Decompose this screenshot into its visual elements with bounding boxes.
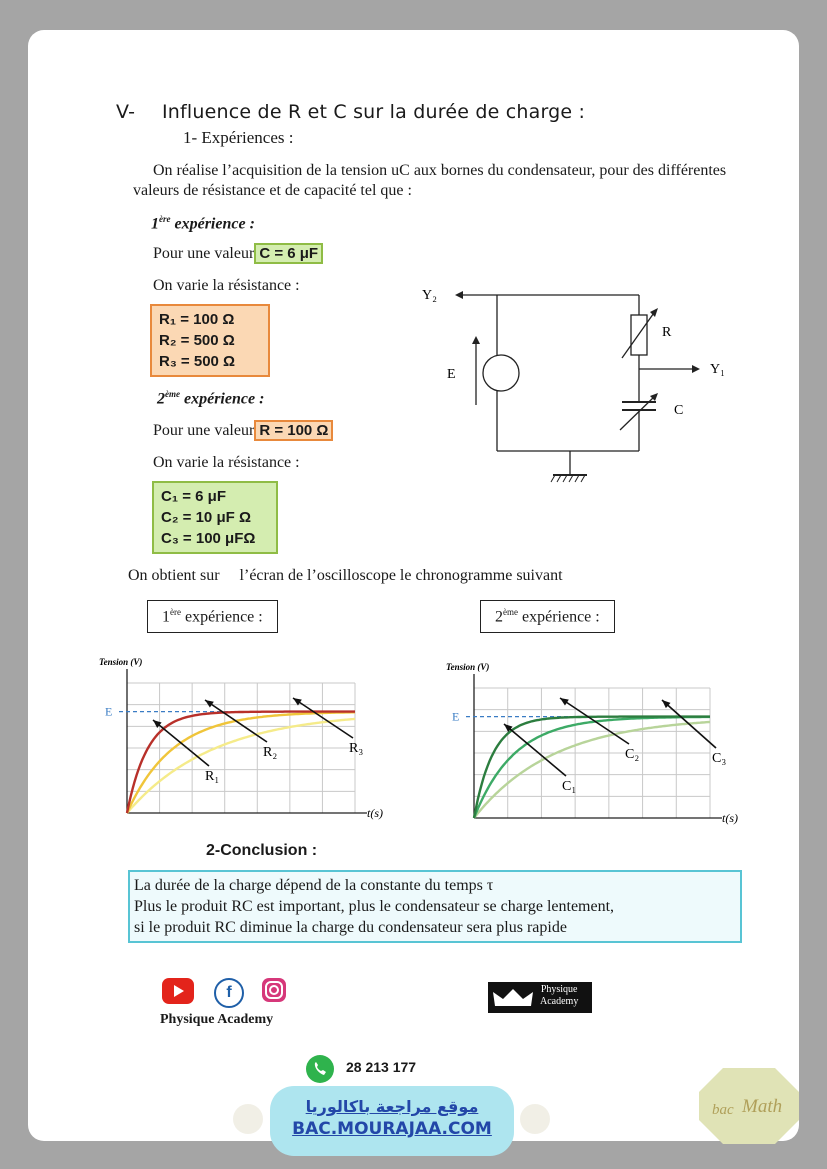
graph2-arrow-3	[662, 700, 716, 748]
conclusion-box	[128, 870, 742, 943]
e-label: E	[447, 367, 456, 382]
graph2-y-label: Tension (V)	[446, 662, 490, 672]
exp1-value: C = 6 μF	[254, 243, 323, 264]
bacmath-logo	[697, 1066, 801, 1146]
y2-arrowhead	[455, 291, 463, 299]
conclusion-line: La durée de la charge dépend de la constante du temps τ	[134, 877, 494, 894]
site-logo-right	[520, 1104, 550, 1134]
exp2-value: R = 100 Ω	[254, 420, 333, 441]
svg-text:bac: bac	[712, 1102, 734, 1118]
graph2-curve-3	[474, 722, 710, 818]
exp2-item: C₁ = 6 μF	[161, 488, 226, 505]
graph1-chart	[95, 638, 395, 828]
phone-number: 28 213 177	[346, 1059, 417, 1075]
graph2-x-label: t(s)	[722, 811, 738, 825]
graph1-curve-label-1: R₁	[205, 769, 220, 784]
exp2-item: C₃ = 100 μFΩ	[161, 530, 256, 547]
graph1-arrow-3	[293, 698, 353, 738]
section-title	[116, 101, 585, 123]
graph1-curve-label-2: R₂	[263, 745, 278, 760]
r-label: R	[662, 325, 672, 340]
graph1-x-label: t(s)	[367, 806, 383, 820]
conclusion-line: si le produit RC diminue la charge du condensateur sera plus rapide	[134, 919, 567, 936]
graph2-chart	[440, 640, 750, 830]
graph1-arrowhead-2	[205, 700, 214, 708]
exp1-value-line: Pour une valeur C = 6 μF	[153, 245, 323, 263]
resistor-arrowhead	[650, 308, 658, 317]
graph2-label-box: 2ème expérience :	[480, 600, 615, 633]
graph2-grid	[474, 688, 710, 818]
generator-symbol	[483, 355, 519, 391]
site-arabic-link[interactable]: موقع مراجعة باكالوريا	[305, 1097, 479, 1116]
exp2-values-box	[152, 481, 278, 554]
e-arrowhead	[472, 336, 480, 344]
exp2-value-line: Pour une valeur R = 100 Ω	[153, 422, 333, 440]
y1-label: Y₁	[710, 362, 725, 377]
whatsapp-icon[interactable]	[306, 1055, 334, 1083]
exp1-item: R₁ = 100 Ω	[159, 311, 235, 328]
site-banner[interactable]	[270, 1086, 514, 1156]
graph1-curve-3	[127, 719, 355, 813]
y1-arrowhead	[692, 365, 700, 373]
exp1-item: R₃ = 500 Ω	[159, 353, 236, 370]
capacitor-arrow	[620, 395, 656, 430]
graph1-y-label: Tension (V)	[99, 657, 143, 667]
exp1-values-box	[150, 304, 270, 377]
exp2-vary: On varie la résistance :	[153, 454, 300, 471]
crown-icon	[491, 986, 535, 1010]
graph1-curve-label-3: R₃	[349, 741, 364, 756]
brand-name: Physique Academy	[160, 1012, 274, 1027]
y2-label: Y₂	[422, 288, 437, 303]
oscillo-sentence: On obtient sur l’écran de l’oscilloscope le chronogramme suivant	[128, 567, 563, 584]
graph2-arrowhead-2	[560, 698, 569, 706]
section-title-text: Influence de R et C sur la durée de charge :	[162, 101, 586, 123]
graph1-label-box: 1ère expérience :	[147, 600, 278, 633]
exp2-item: C₂ = 10 μF Ω	[161, 509, 251, 526]
graph2-arrow-2	[560, 698, 629, 744]
graph1-grid	[127, 683, 355, 813]
exp2-heading: 2ème expérience :	[157, 389, 265, 408]
exp1-vary: On varie la résistance :	[153, 277, 300, 294]
exp1-heading: 1ère expérience :	[151, 214, 255, 233]
conclusion-line: Plus le produit RC est important, plus le condensateur se charge lentement,	[134, 898, 615, 915]
graph2-curve-label-2: C₂	[625, 747, 640, 762]
svg-text:Math: Math	[742, 1096, 783, 1117]
conclusion-heading: 2-Conclusion :	[206, 842, 318, 859]
intro-paragraph: On réalise l’acquisition de la tension uC aux bornes du condensateur, pour des différentes valeurs de résistance et de capacité tel que :	[133, 162, 727, 199]
graph2-curve-label-1: C₁	[562, 779, 577, 794]
exp1-item: R₂ = 500 Ω	[159, 332, 235, 349]
youtube-icon[interactable]	[162, 978, 194, 1004]
section-subtitle: 1- Expériences :	[183, 128, 294, 147]
graph2-curve-label-3: C₃	[712, 751, 727, 766]
graph1-e-label: E	[105, 704, 113, 719]
section-number: V-	[116, 101, 136, 123]
site-logo-left	[233, 1104, 263, 1134]
facebook-icon[interactable]: f	[214, 978, 244, 1008]
rc-circuit-diagram	[400, 270, 740, 500]
resistor-arrow	[622, 310, 656, 358]
physique-academy-logo: Physique Academy	[488, 982, 592, 1013]
site-url-link[interactable]: BAC.MOURAJAA.COM	[292, 1119, 492, 1139]
c-label: C	[674, 403, 684, 418]
instagram-icon[interactable]	[262, 978, 286, 1002]
graph2-e-label: E	[452, 709, 460, 724]
